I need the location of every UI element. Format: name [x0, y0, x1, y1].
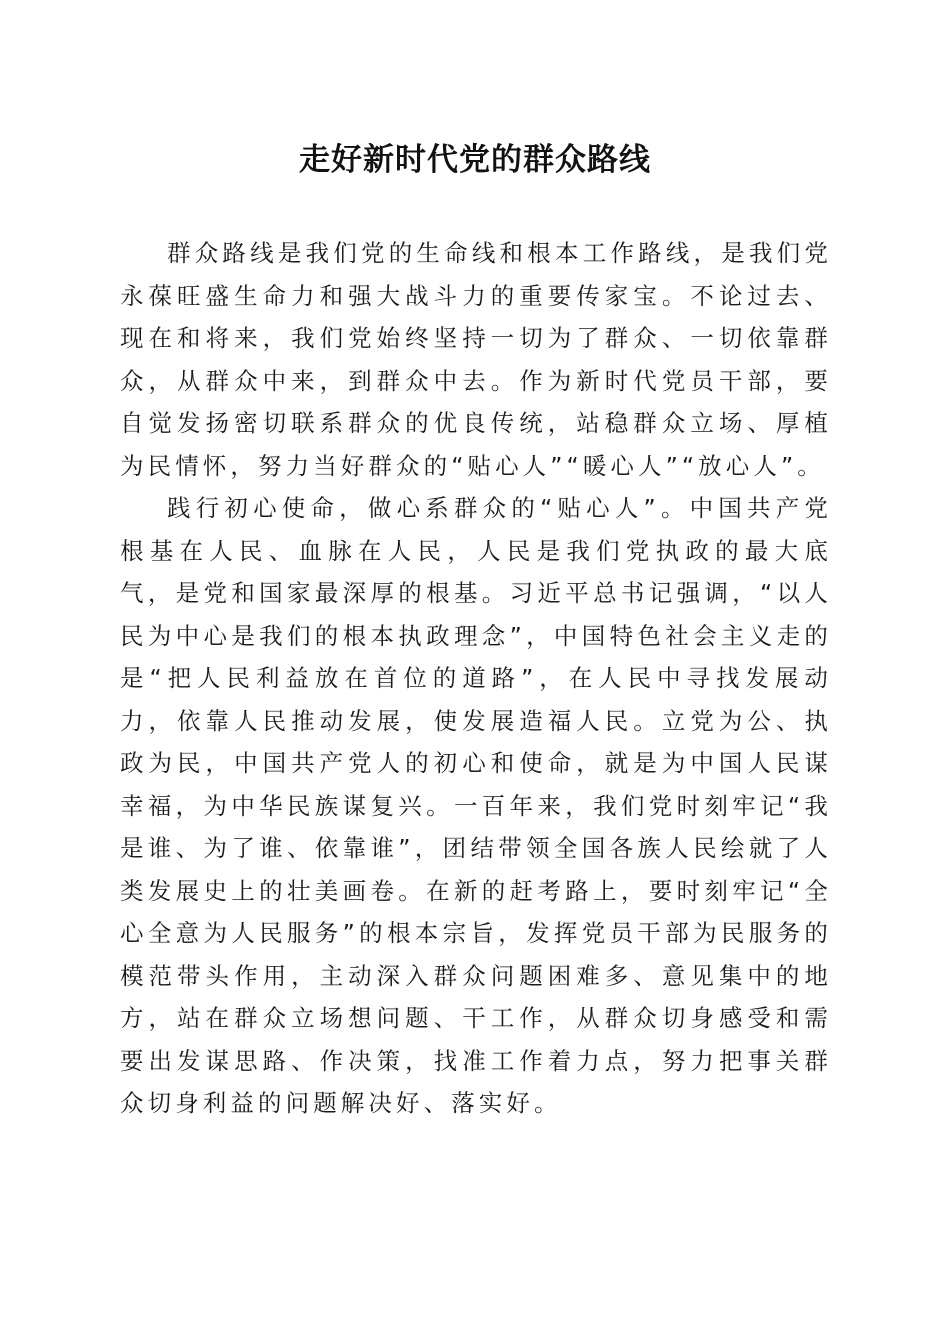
paragraph-intro: 群众路线是我们党的生命线和根本工作路线，是我们党永葆旺盛生命力和强大战斗力的重要传家宝。不论过去、现在和将来，我们党始终坚持一切为了群众、一切依靠群众，从群众中来，到群众中去。作为新时代党员干部，要自觉发扬密切联系群众的优良传统，站稳群众立场、厚植为民情怀，努力当好群众的“贴心人”“暖心人”“放心人”。 — [120, 239, 832, 480]
paragraph-heart-connected: 践行初心使命，做心系群众的“贴心人”。中国共产党根基在人民、血脉在人民，人民是我们党执政的最大底气，是党和国家最深厚的根基。习近平总书记强调，“以人民为中心是我们的根本执政理念”，中国特色社会主义走的是“把人民利益放在首位的道路”，在人民中寻找发展动力，依靠人民推动发展，使发展造福人民。立党为公、执政为民，中国共产党人的初心和使命，就是为中国人民谋幸福，为中华民族谋复兴。一百年来，我们党时刻牢记“我是谁、为了谁、依靠谁”，团结带领全国各族人民绘就了人类发展史上的壮美画卷。在新的赶考路上，要时刻牢记“全心全意为人民服务”的根本宗旨，发挥党员干部为民服务的模范带头作用，主动深入群众问题困难多、意见集中的地方，站在群众立场想问题、干工作，从群众切身感受和需要出发谋思路、作决策，找准工作着力点，努力把事关群众切身利益的问题解决好、落实好。 — [120, 494, 832, 1117]
document-title: 走好新时代党的群众路线 — [299, 142, 651, 178]
document-body — [120, 232, 832, 1125]
